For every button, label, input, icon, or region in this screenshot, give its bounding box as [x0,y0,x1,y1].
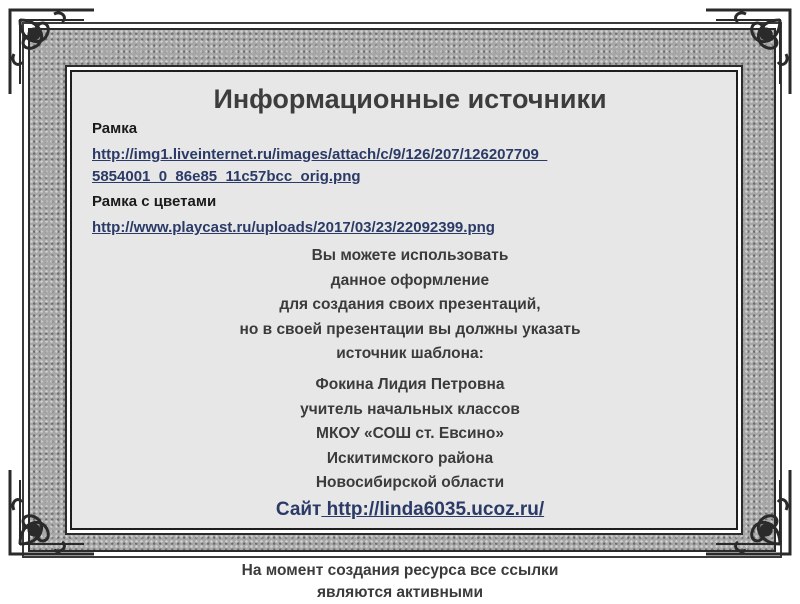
author-line: учитель начальных классов [300,400,520,418]
source-label-frame: Рамка [92,120,138,137]
source-label-flower-frame: Рамка с цветами [92,193,217,210]
notice-line: для создания своих презентаций, [279,296,541,314]
notice-line: данное оформление [330,271,490,289]
source-link-flower-frame[interactable]: http://www.playcast.ru/uploads/2017/03/23/22092399.png [92,219,495,236]
footer-line: являются активными [316,584,484,601]
footer-line: На момент создания ресурса все ссылки [241,562,559,579]
site-line [90,498,730,523]
notice-line: источник шаблона: [336,345,484,363]
notice-line: Вы можете использовать [311,247,509,264]
page-title: Информационные источники [213,84,607,114]
author-line: Фокина Лидия Петровна [315,376,505,393]
author-line: Искитимского района [326,449,494,467]
notice-line: но в своей презентации вы должны указать [239,320,581,338]
author-line: МКОУ «СОШ ст. Евсино» [316,425,504,443]
site-link[interactable]: http://linda6035.ucoz.ru/ [321,498,545,520]
author-line: Новосибирской области [315,474,505,492]
usage-notice [90,244,730,367]
site-label: Сайт [275,498,322,520]
footer-note [0,560,800,604]
author-info [90,373,730,523]
source-link-frame-line1[interactable]: http://img1.liveinternet.ru/images/attach/c/9/126/207/126207709_ [92,146,548,163]
source-link-frame-line2[interactable]: 5854001_0_86e85_11c57bcc_orig.png [92,168,361,185]
